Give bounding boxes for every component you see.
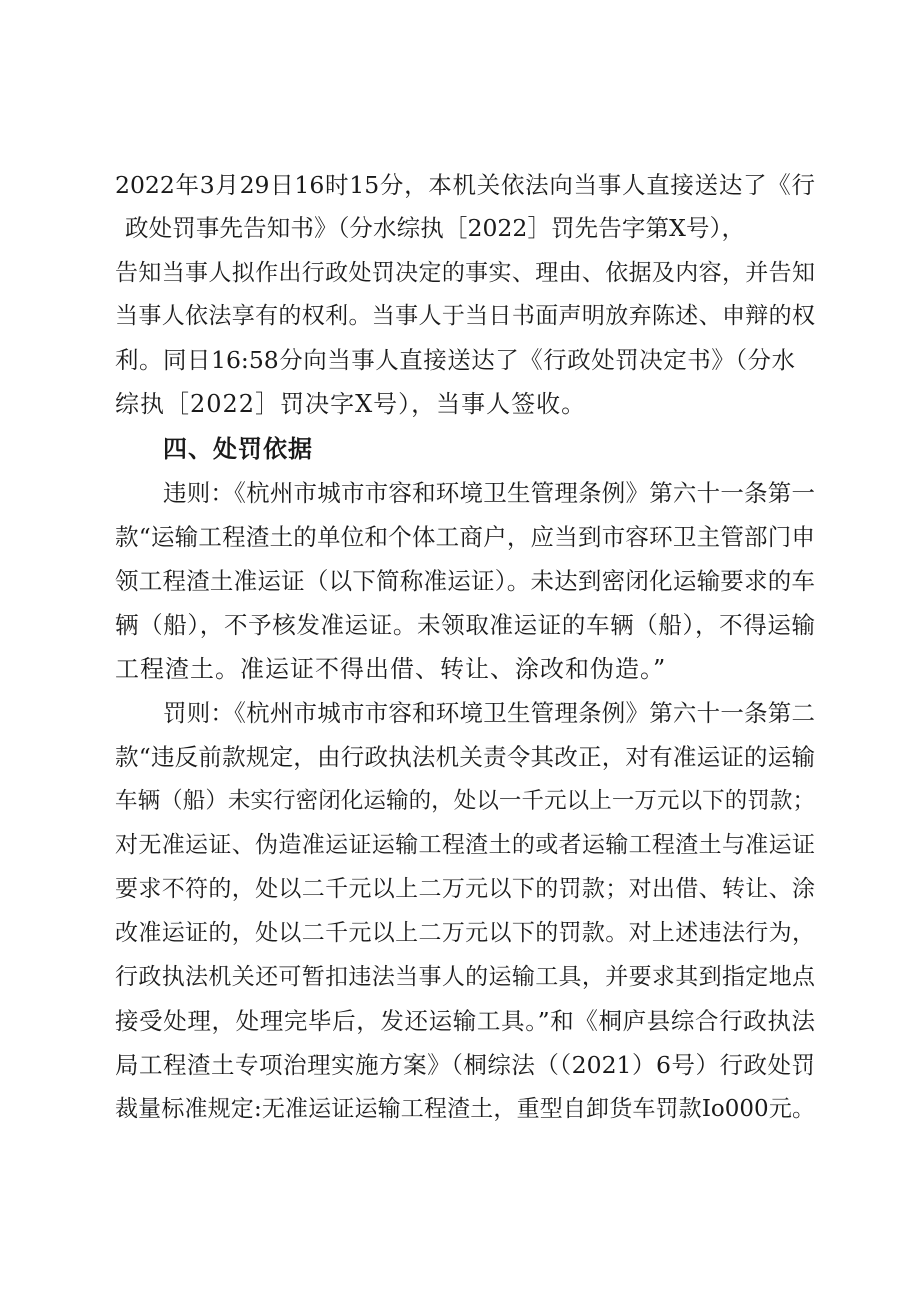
text-line: 车辆（船）未实行密闭化运输的，处以一千元以上一万元以下的罚款； xyxy=(115,788,815,814)
text-line: 利。同日16:58分向当事人直接送达了《行政处罚决定书》（分水 xyxy=(115,346,795,374)
section-heading: 四、处罚依据 xyxy=(163,435,313,463)
text-line: 告知当事人拟作出行政处罚决定的事实、理由、依据及内容，并告知 xyxy=(115,260,815,286)
text-line: 款“违反前款规定，由行政执法机关责令其改正，对有准运证的运输 xyxy=(115,743,815,771)
text-line: 综执［2022］罚决字X号），当事人签收。 xyxy=(115,390,587,418)
text-line: 行政执法机关还可暂扣违法当事人的运输工具，并要求其到指定地点 xyxy=(115,964,815,990)
text-line: 辆（船），不予核发准运证。未领取准运证的车辆（船），不得运输 xyxy=(115,611,815,639)
text-line: 款“运输工程渣土的单位和个体工商户，应当到市容环卫主管部门申 xyxy=(115,523,815,551)
text-line: 工程渣土。准运证不得出借、转让、涂改和伪造。” xyxy=(115,655,667,683)
text-line: 局工程渣土专项治理实施方案》（桐综法（（2021）6号）行政处罚 xyxy=(115,1051,815,1079)
text-line: 接受处理，处理完毕后，发还运输工具。”和《桐庐县综合行政执法 xyxy=(115,1007,815,1035)
text-line: 罚则：《杭州市城市市容和环境卫生管理条例》第六十一条第二 xyxy=(163,699,815,727)
text-line: 当事人依法享有的权利。当事人于当日书面声明放弃陈述、申辩的权 xyxy=(115,303,815,329)
text-line: 违则：《杭州市城市市容和环境卫生管理条例》第六十一条第一 xyxy=(163,479,815,507)
text-line: 政处罚事先告知书》（分水综执［2022］罚先告字第X号）， xyxy=(125,214,745,242)
text-line: 裁量标准规定:无准运证运输工程渣土，重型自卸货车罚款Io000元。 xyxy=(115,1096,815,1122)
text-line: 要求不符的，处以二千元以上二万元以下的罚款；对出借、转让、涂 xyxy=(115,876,815,902)
text-line: 2022年3月29日16时15分，本机关依法向当事人直接送达了《行 xyxy=(115,171,815,199)
text-line: 对无准运证、伪造准运证运输工程渣土的或者运输工程渣土与准运证 xyxy=(115,832,815,858)
text-line: 改准运证的，处以二千元以上二万元以下的罚款。对上述违法行为， xyxy=(115,920,815,946)
text-line: 领工程渣土准运证（以下简称准运证）。未达到密闭化运输要求的车 xyxy=(115,567,815,595)
